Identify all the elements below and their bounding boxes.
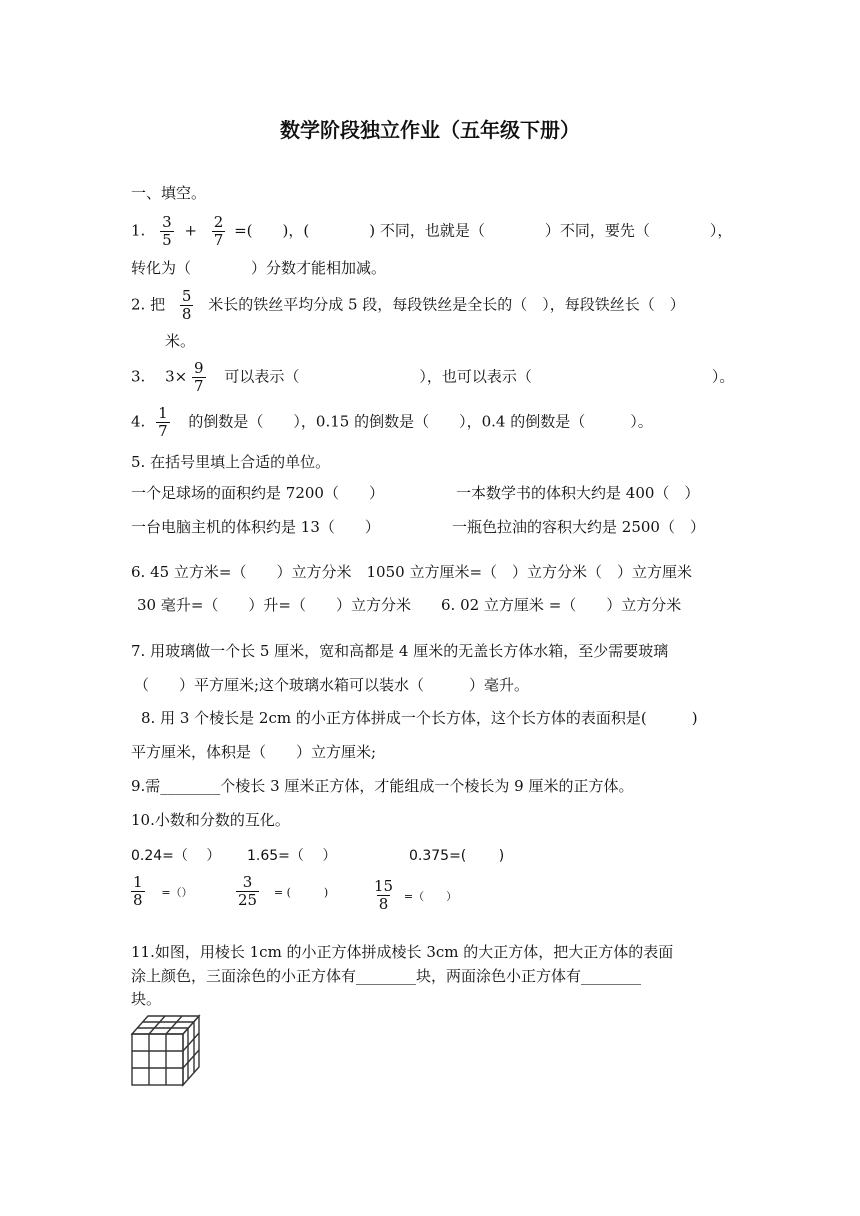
equals-blank: =（） xyxy=(161,885,193,899)
fraction xyxy=(131,874,145,909)
question-9: 9.需________个棱长 3 厘米正方体，才能组成一个棱长为 9 厘米的正方体。 xyxy=(131,777,634,795)
fraction xyxy=(372,878,395,913)
denominator: 8 xyxy=(133,891,143,909)
question-3 xyxy=(131,360,734,395)
fraction xyxy=(236,874,259,909)
question-text: 的倒数是（ ），0.15 的倒数是（ ），0.4 的倒数是（ ）。 xyxy=(188,412,653,431)
numerator: 9 xyxy=(193,359,204,377)
numerator: 3 xyxy=(162,213,172,231)
question-5: 5. 在括号里填上合适的单位。 xyxy=(131,453,331,471)
numerator: 3 xyxy=(242,873,253,891)
numerator: 1 xyxy=(158,404,168,422)
fraction xyxy=(212,214,226,249)
conversion-item: 0.24=（ ） xyxy=(131,848,221,864)
denominator: 25 xyxy=(238,891,258,909)
cube-figure xyxy=(128,1012,204,1090)
numerator: 1 xyxy=(133,873,143,891)
denominator: 7 xyxy=(193,377,204,395)
question-11: 11.如图，用棱长 1cm 的小正方体拼成棱长 3cm 的大正方体，把大正方体的表面 xyxy=(131,943,674,961)
question-2 xyxy=(131,288,685,323)
conversion-fraction-item xyxy=(372,878,457,913)
conversion-item: 0.375=( ) xyxy=(409,848,505,864)
denominator: 7 xyxy=(158,422,168,440)
question-7: 7. 用玻璃做一个长 5 厘米，宽和高都是 4 厘米的无盖长方体水箱，至少需要玻璃 xyxy=(131,642,669,660)
question-2-line2: 米。 xyxy=(165,332,196,350)
question-7-line2: （ ）平方厘米;这个玻璃水箱可以装水（ ）毫升。 xyxy=(134,676,530,694)
fraction xyxy=(156,405,170,440)
unit-item: 一台电脑主机的体积约是 13（ ） xyxy=(131,518,380,536)
question-text: 米长的铁丝平均分成 5 段，每段铁丝是全长的（ ），每段铁丝长（ ） xyxy=(208,295,685,314)
question-11-line2: 涂上颜色，三面涂色的小正方体有________块，两面涂色小正方体有________ xyxy=(131,967,642,985)
equals-blank: =（ ） xyxy=(403,889,458,903)
question-4 xyxy=(131,405,653,440)
question-10: 10.小数和分数的互化。 xyxy=(131,811,290,829)
question-1 xyxy=(131,214,732,249)
question-8-line2: 平方厘米，体积是（ ）立方厘米; xyxy=(131,743,377,761)
question-8: 8. 用 3 个棱长是 2cm 的小正方体拼成一个长方体，这个长方体的表面积是( ) xyxy=(141,709,698,727)
question-6: 6. 45 立方米=（ ）立方分米 1050 立方厘米=（ ）立方分米（ ）立方厘米 xyxy=(131,563,693,581)
denominator: 5 xyxy=(162,231,172,249)
unit-item: 一瓶色拉油的容积大约是 2500（ ） xyxy=(452,518,705,536)
numerator: 5 xyxy=(181,287,192,305)
numerator: 15 xyxy=(374,877,394,895)
conversion-fraction-item xyxy=(131,874,193,909)
section-heading: 一、填空。 xyxy=(131,184,207,202)
unit-item: 一本数学书的体积大约是 400（ ） xyxy=(456,484,700,502)
question-11-line3: 块。 xyxy=(131,990,162,1008)
equals-blank: = ( ) xyxy=(273,885,329,899)
page-title: 数学阶段独立作业（五年级下册） xyxy=(280,118,580,142)
denominator: 8 xyxy=(378,895,389,913)
conversion-item: 1.65=（ ） xyxy=(247,848,337,864)
question-text: 可以表示（ ），也可以表示（ ）。 xyxy=(224,367,735,386)
question-6-line2: 30 毫升=（ ）升=（ ）立方分米 6. 02 立方厘米 =（ ）立方分米 xyxy=(137,596,682,614)
denominator: 7 xyxy=(213,231,224,249)
unit-item: 一个足球场的面积约是 7200（ ） xyxy=(131,484,384,502)
fraction xyxy=(160,214,174,249)
question-text: =( )，( ) 不同，也就是（ ）不同，要先（ ）， xyxy=(234,221,733,240)
question-1-line2: 转化为（ ）分数才能相加减。 xyxy=(131,259,387,277)
question-number: 2. 把 xyxy=(131,295,166,314)
conversion-fraction-item xyxy=(236,874,328,909)
numerator: 2 xyxy=(213,213,224,231)
plus-sign: + xyxy=(184,221,197,240)
question-number: 4. xyxy=(131,412,146,431)
fraction xyxy=(192,360,206,395)
denominator: 8 xyxy=(181,305,192,323)
question-number: 1. xyxy=(131,221,146,240)
fraction xyxy=(180,288,194,323)
question-number: 3. 3× xyxy=(131,367,188,386)
